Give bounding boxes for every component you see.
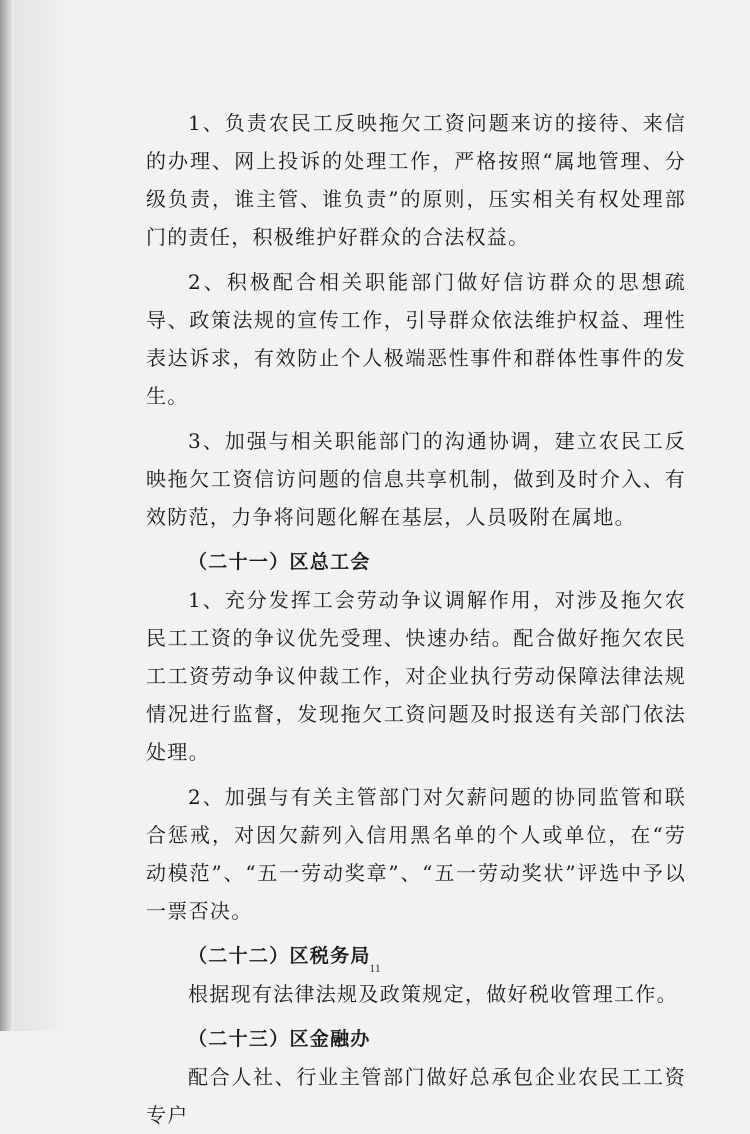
paragraph-3: 3、加强与相关职能部门的沟通协调，建立农民工反映拖欠工资信访问题的信息共享机制，做到及时介入、有效防范，力争将问题化解在基层，人员吸附在属地。 (146, 429, 686, 529)
binding-shadow (14, 0, 74, 1031)
page-number: 11 (369, 961, 381, 975)
scan-edge-shadow (0, 0, 14, 1031)
section-heading-trade-union: （二十一）区总工会 (188, 551, 371, 573)
section-heading-tax-bureau: （二十二）区税务局 (188, 945, 371, 967)
paragraph-6: 根据现有法律法规及政策规定，做好税收管理工作。 (188, 982, 678, 1006)
section-heading-finance-office: （二十三）区金融办 (188, 1028, 371, 1050)
paragraph-7: 配合人社、行业主管部门做好总承包企业农民工工资专户 (146, 1065, 686, 1127)
paragraph-2: 2、积极配合相关职能部门做好信访群众的思想疏导、政策法规的宣传工作，引导群众依法维护权益、理性表达诉求，有效防止个人极端恶性事件和群体性事件的发生。 (146, 270, 686, 408)
paragraph-4: 1、充分发挥工会劳动争议调解作用，对涉及拖欠农民工工资的争议优先受理、快速办结。配合做好拖欠农民工工资劳动争议仲裁工作，对企业执行劳动保障法律法规情况进行监督，发现拖欠工资问题及时报送有关部门依法处理。 (146, 588, 686, 764)
document-body (146, 104, 686, 1134)
paragraph-5: 2、加强与有关主管部门对欠薪问题的协同监管和联合惩戒，对因欠薪列入信用黑名单的个人或单位，在“劳动模范”、“五一劳动奖章”、“五一劳动奖状”评选中予以一票否决。 (146, 785, 686, 923)
paragraph-1: 1、负责农民工反映拖欠工资问题来访的接待、来信的办理、网上投诉的处理工作，严格按照“属地管理、分级负责，谁主管、谁负责”的原则，压实相关有权处理部门的责任，积极维护好群众的合法权益。 (146, 111, 686, 249)
